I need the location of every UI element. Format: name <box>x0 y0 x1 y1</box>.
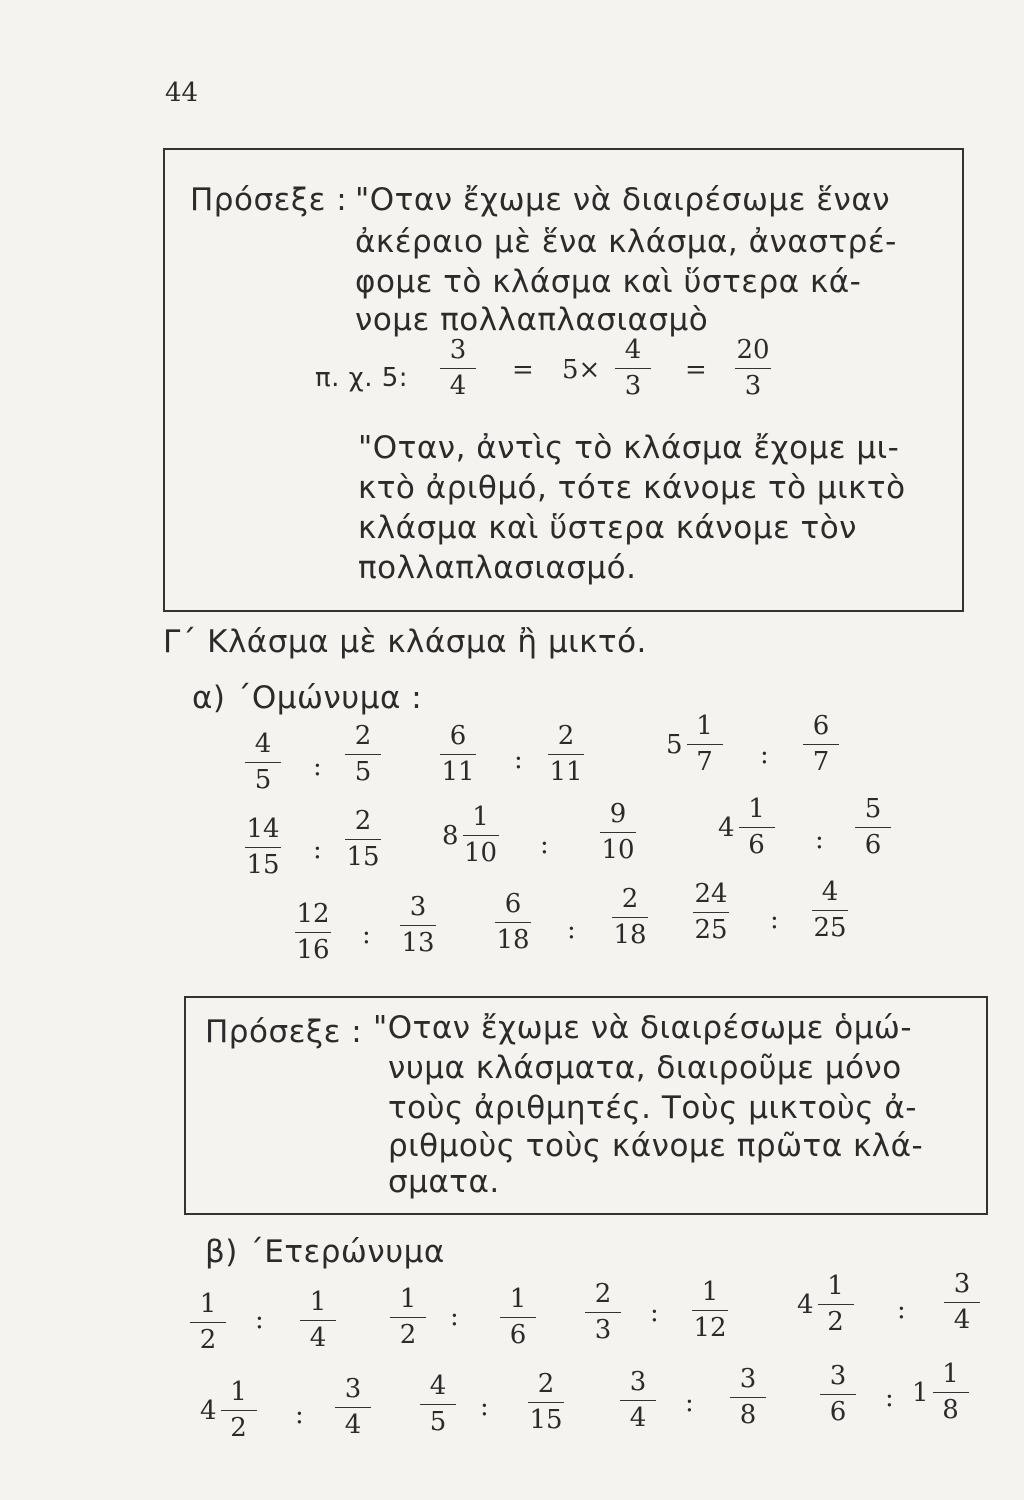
fraction <box>944 1270 980 1334</box>
fraction <box>221 1378 257 1442</box>
numerator: 1 <box>827 1271 844 1301</box>
divide-sign: : <box>815 825 824 855</box>
fraction <box>585 1280 621 1344</box>
denominator: 10 <box>601 835 635 865</box>
fraction <box>818 1272 854 1336</box>
denominator: 12 <box>693 1313 727 1343</box>
fraction <box>500 1285 536 1349</box>
divide-sign: : <box>897 1295 906 1325</box>
numerator: 6 <box>449 721 467 751</box>
denominator: 6 <box>864 830 882 860</box>
numerator: 1 <box>696 711 713 741</box>
denominator: 2 <box>199 1325 217 1355</box>
divide-sign: : <box>885 1383 894 1413</box>
divide-sign: : <box>480 1392 489 1422</box>
numerator: 3 <box>739 1364 757 1394</box>
denominator: 15 <box>346 842 380 872</box>
numerator: 2 <box>594 1279 612 1309</box>
numerator: 20 <box>736 335 770 365</box>
numerator: 1 <box>942 1359 959 1389</box>
numerator: 9 <box>609 799 627 829</box>
divide-sign: : <box>760 740 769 770</box>
divide-sign: : <box>450 1302 459 1332</box>
fraction <box>612 885 648 949</box>
fraction <box>400 893 436 957</box>
denominator: 6 <box>748 830 765 860</box>
fraction <box>190 1290 226 1354</box>
divide-sign: : <box>685 1388 694 1418</box>
denominator: 25 <box>813 913 847 943</box>
denominator: 15 <box>529 1405 563 1435</box>
fraction <box>739 795 775 859</box>
numerator: 2 <box>537 1369 555 1399</box>
denominator: 8 <box>739 1400 757 1430</box>
numerator: 14 <box>246 814 280 844</box>
numerator: 1 <box>748 794 765 824</box>
numerator: 12 <box>296 899 330 929</box>
denominator: 3 <box>624 371 642 401</box>
whole-part: 1 <box>912 1378 929 1408</box>
fraction <box>730 1365 766 1429</box>
denominator: 15 <box>246 850 280 880</box>
numerator: 4 <box>429 1371 447 1401</box>
numerator: 6 <box>812 711 830 741</box>
denominator: 10 <box>464 838 498 868</box>
denominator: 7 <box>812 747 830 777</box>
fraction <box>245 730 281 794</box>
fraction <box>295 900 331 964</box>
note1-line: νομε πολλαπλασιασμὸ <box>355 302 709 338</box>
numerator: 1 <box>309 1287 327 1317</box>
numerator: 3 <box>829 1361 847 1391</box>
note2-line: ριθμοὺς τοὺς κάνομε πρῶτα κλά- <box>388 1128 924 1164</box>
numerator: 3 <box>629 1367 647 1397</box>
subsection-b: β) ΄Ετερώνυμα <box>205 1234 445 1270</box>
denominator: 18 <box>496 925 530 955</box>
divide-sign: : <box>514 745 523 775</box>
fraction <box>803 712 839 776</box>
numerator: 1 <box>230 1377 247 1407</box>
fraction <box>548 722 584 786</box>
numerator: 1 <box>199 1289 217 1319</box>
numerator: 3 <box>449 335 467 365</box>
mixed-number <box>797 1272 854 1336</box>
numerator: 2 <box>354 721 372 751</box>
denominator: 25 <box>694 915 728 945</box>
whole-part: 4 <box>797 1290 814 1320</box>
numerator: 3 <box>409 892 427 922</box>
fraction <box>528 1370 564 1434</box>
note1-line: φομε τὸ κλάσμα καὶ ὕστερα κά- <box>355 264 862 300</box>
fraction <box>345 722 381 786</box>
denominator: 16 <box>296 935 330 965</box>
fraction <box>600 800 636 864</box>
fraction <box>463 803 499 867</box>
numerator: 4 <box>254 729 272 759</box>
divide-sign: : <box>255 1305 264 1335</box>
whole-part: 5 <box>666 730 683 760</box>
numerator: 1 <box>399 1284 417 1314</box>
fraction <box>335 1375 371 1439</box>
denominator: 4 <box>344 1410 362 1440</box>
example-fraction <box>440 336 476 400</box>
note2-line: τοὺς ἀριθμητές. Τοὺς μικτοὺς ἀ- <box>388 1090 917 1126</box>
denominator: 6 <box>829 1397 847 1427</box>
divide-sign: : <box>313 752 322 782</box>
denominator: 4 <box>449 371 467 401</box>
denominator: 2 <box>230 1413 247 1443</box>
numerator: 1 <box>472 802 489 832</box>
divide-sign: : <box>313 835 322 865</box>
denominator: 11 <box>441 757 475 787</box>
note2-label: Πρόσεξε : <box>205 1014 363 1050</box>
numerator: 3 <box>953 1269 971 1299</box>
numerator: 2 <box>621 884 639 914</box>
denominator: 4 <box>309 1323 327 1353</box>
denominator: 6 <box>509 1320 527 1350</box>
note1-label: Πρόσεξε : <box>190 182 348 218</box>
numerator: 2 <box>354 806 372 836</box>
fraction <box>933 1360 969 1424</box>
multiply-term: 5× <box>562 355 601 385</box>
fraction <box>812 878 848 942</box>
note1-line: ἀκέραιο μὲ ἕνα κλάσμα, ἀναστρέ- <box>355 224 897 260</box>
denominator: 7 <box>696 747 713 777</box>
equals-sign: = <box>685 355 707 385</box>
page-number: 44 <box>165 78 199 108</box>
fraction <box>345 807 381 871</box>
numerator: 1 <box>509 1284 527 1314</box>
numerator: 1 <box>701 1277 719 1307</box>
numerator: 4 <box>821 877 839 907</box>
denominator: 11 <box>549 757 583 787</box>
note2-line: νυμα κλάσματα, διαιροῦμε μόνο <box>388 1050 902 1086</box>
note1-line: "Οταν ἔχωμε νὰ διαιρέσωμε ἕναν <box>355 182 891 218</box>
divide-sign: : <box>540 830 549 860</box>
mixed-number <box>912 1360 969 1424</box>
denominator: 3 <box>744 371 762 401</box>
denominator: 13 <box>401 928 435 958</box>
equals-sign: = <box>512 355 534 385</box>
numerator: 5 <box>864 794 882 824</box>
whole-part: 4 <box>200 1396 217 1426</box>
divide-sign: : <box>362 920 371 950</box>
denominator: 3 <box>594 1315 612 1345</box>
example-fraction <box>735 336 771 400</box>
example-fraction <box>615 336 651 400</box>
note2-line: σματα. <box>388 1164 500 1200</box>
mixed-number <box>666 712 723 776</box>
divide-sign: : <box>295 1400 304 1430</box>
numerator: 3 <box>344 1374 362 1404</box>
numerator: 2 <box>557 721 575 751</box>
note2-line: "Οταν ἔχωμε νὰ διαιρέσωμε ὁμώ- <box>373 1010 913 1046</box>
denominator: 5 <box>254 765 272 795</box>
fraction <box>620 1368 656 1432</box>
mixed-number <box>200 1378 257 1442</box>
note1-line2: πολλαπλασιασμό. <box>358 550 637 586</box>
numerator: 6 <box>504 889 522 919</box>
denominator: 18 <box>613 920 647 950</box>
note1-line2: κτὸ ἀριθμό, τότε κάνομε τὸ μικτὸ <box>358 470 906 506</box>
subsection-a: α) ΄Ομώνυμα : <box>192 680 423 716</box>
denominator: 5 <box>354 757 372 787</box>
fraction <box>495 890 531 954</box>
note1-line2: κλάσμα καὶ ὕστερα κάνομε τὸν <box>358 510 857 546</box>
divide-sign: : <box>650 1298 659 1328</box>
fraction <box>692 1278 728 1342</box>
fraction <box>855 795 891 859</box>
example-prefix: π. χ. 5: <box>315 363 409 393</box>
denominator: 4 <box>953 1305 971 1335</box>
fraction <box>390 1285 426 1349</box>
numerator: 24 <box>694 879 728 909</box>
denominator: 2 <box>399 1320 417 1350</box>
section-title: Γ΄ Κλάσμα μὲ κλάσμα ἢ μικτό. <box>163 624 647 660</box>
denominator: 5 <box>429 1407 447 1437</box>
whole-part: 4 <box>718 813 735 843</box>
fraction <box>420 1372 456 1436</box>
fraction <box>820 1362 856 1426</box>
divide-sign: : <box>567 915 576 945</box>
fraction <box>440 722 476 786</box>
fraction <box>687 712 723 776</box>
fraction <box>245 815 281 879</box>
fraction <box>300 1288 336 1352</box>
divide-sign: : <box>770 905 779 935</box>
denominator: 2 <box>827 1307 844 1337</box>
fraction <box>693 880 729 944</box>
note1-line2: "Οταν, ἀντὶς τὸ κλάσμα ἔχομε μι- <box>358 430 900 466</box>
denominator: 8 <box>942 1395 959 1425</box>
denominator: 4 <box>629 1403 647 1433</box>
whole-part: 8 <box>442 821 459 851</box>
numerator: 4 <box>624 335 642 365</box>
mixed-number <box>442 803 499 867</box>
mixed-number <box>718 795 775 859</box>
